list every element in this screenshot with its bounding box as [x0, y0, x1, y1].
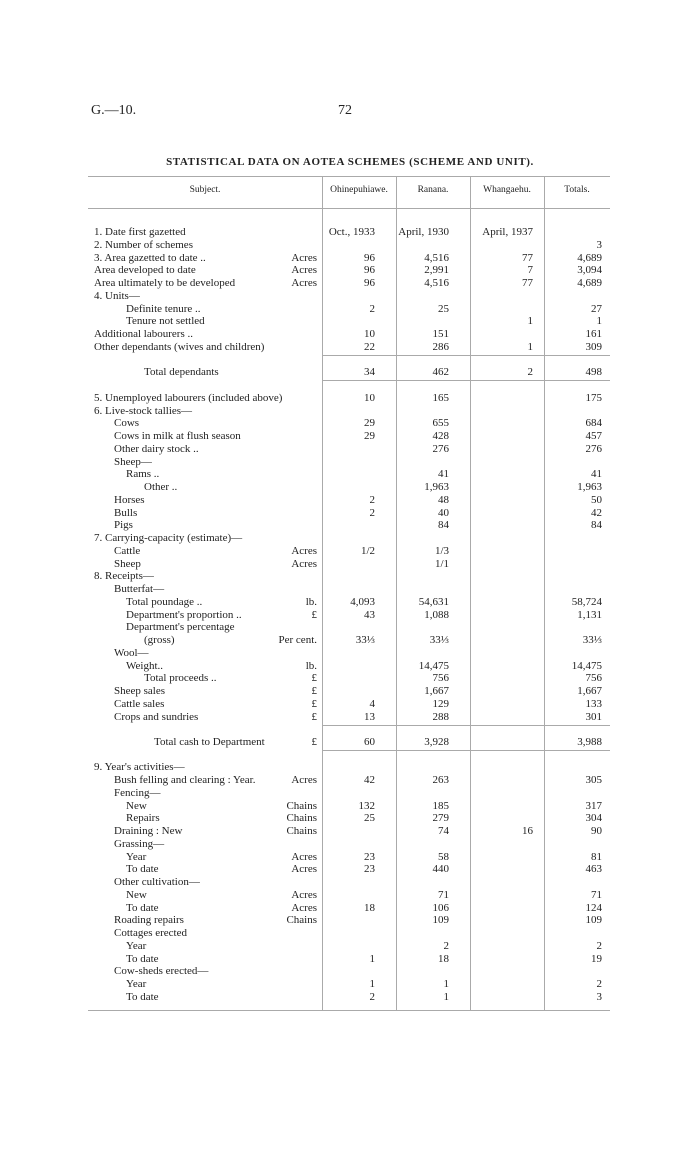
table-row — [0, 328, 700, 341]
table-rule-bottom — [88, 1010, 610, 1011]
cell-ohinepuhiawe: 96 — [364, 277, 375, 289]
cell-ohinepuhiawe: 60 — [364, 736, 375, 748]
row-label: Total poundage .. — [126, 596, 203, 608]
row-label: Tenure not settled — [126, 315, 205, 327]
cell-ranana: 288 — [432, 711, 449, 723]
table-row — [0, 264, 700, 277]
table-row — [0, 430, 700, 443]
cell-ranana: 1 — [443, 978, 449, 990]
cell-total: 41 — [591, 468, 602, 480]
cell-ohinepuhiawe: 96 — [364, 264, 375, 276]
cell-ranana: 1/3 — [434, 545, 449, 557]
cell-ohinepuhiawe: 2 — [369, 507, 375, 519]
row-unit: £ — [311, 711, 317, 723]
cell-ohinepuhiawe: 96 — [364, 252, 375, 264]
cell-ranana: 109 — [432, 914, 449, 926]
row-unit: Acres — [291, 252, 317, 264]
cell-ohinepuhiawe: 25 — [364, 812, 375, 824]
cell-total: 276 — [585, 443, 602, 455]
cell-total: 81 — [591, 851, 602, 863]
cell-ranana: 25 — [438, 303, 449, 315]
row-label: Cows in milk at flush season — [114, 430, 241, 442]
table-row — [0, 698, 700, 711]
cell-ranana: 185 — [432, 800, 449, 812]
table-row — [0, 277, 700, 290]
page-ref: G.—10. — [91, 103, 137, 118]
table-row — [0, 774, 700, 787]
table-row — [0, 812, 700, 825]
row-label: Total cash to Department — [154, 736, 265, 748]
row-label: Pigs — [114, 519, 133, 531]
table-row — [0, 672, 700, 685]
row-label: Draining : New — [114, 825, 183, 837]
row-label: 3. Area gazetted to date .. — [94, 252, 206, 264]
row-label: Cattle sales — [114, 698, 165, 710]
cell-total: 317 — [585, 800, 602, 812]
cell-ranana: 151 — [432, 328, 449, 340]
cell-whangaehu: 16 — [522, 825, 533, 837]
table-row — [0, 736, 700, 749]
cell-total: 4,689 — [577, 252, 602, 264]
cell-ranana: 1,963 — [424, 481, 449, 493]
row-unit: Chains — [286, 812, 317, 824]
column-header-ohinepuhiawe: Ohinepuhiawe. — [330, 185, 388, 195]
table-row — [0, 545, 700, 558]
row-unit: Acres — [291, 863, 317, 875]
table-row — [0, 532, 700, 545]
table-row — [0, 341, 700, 354]
row-unit: £ — [311, 609, 317, 621]
table-row — [0, 519, 700, 532]
row-label: Total dependants — [144, 366, 219, 378]
row-label: To date — [126, 863, 159, 875]
table-row — [0, 392, 700, 405]
cell-ranana: 84 — [438, 519, 449, 531]
row-unit: Chains — [286, 914, 317, 926]
cell-whangaehu: 7 — [527, 264, 533, 276]
row-label: To date — [126, 991, 159, 1003]
row-unit: Acres — [291, 277, 317, 289]
table-row — [0, 711, 700, 724]
row-label: To date — [126, 953, 159, 965]
row-label: Weight.. — [126, 660, 163, 672]
total-rule — [322, 725, 610, 726]
table-row — [0, 927, 700, 940]
cell-ranana: 2,991 — [424, 264, 449, 276]
cell-total: 90 — [591, 825, 602, 837]
cell-ohinepuhiawe: 1 — [369, 953, 375, 965]
row-unit: lb. — [305, 596, 317, 608]
row-unit: Chains — [286, 825, 317, 837]
table-row — [0, 647, 700, 660]
cell-total: 457 — [585, 430, 602, 442]
table-row — [0, 787, 700, 800]
table-row — [0, 481, 700, 494]
row-label: Other cultivation— — [114, 876, 200, 888]
row-label: Cows — [114, 417, 140, 429]
cell-ranana: 48 — [438, 494, 449, 506]
row-label: Bush felling and clearing : Year. — [114, 774, 256, 786]
row-unit: Per cent. — [278, 634, 317, 646]
row-unit: Acres — [291, 902, 317, 914]
cell-ohinepuhiawe: 29 — [364, 417, 375, 429]
row-label: Sheep — [114, 558, 141, 570]
cell-ranana: 4,516 — [424, 277, 449, 289]
cell-ranana: April, 1930 — [398, 226, 449, 238]
cell-whangaehu: 2 — [527, 366, 533, 378]
column-header-ranana: Ranana. — [417, 185, 449, 195]
row-unit: £ — [311, 698, 317, 710]
cell-ohinepuhiawe: 23 — [364, 851, 375, 863]
cell-ranana: 74 — [438, 825, 449, 837]
cell-ranana: 462 — [432, 366, 449, 378]
cell-total: 109 — [585, 914, 602, 926]
cell-total: 3,988 — [577, 736, 602, 748]
cell-ranana: 71 — [438, 889, 449, 901]
row-unit: £ — [311, 685, 317, 697]
cell-total: 304 — [585, 812, 602, 824]
table-row — [0, 570, 700, 583]
cell-ranana: 106 — [432, 902, 449, 914]
cell-total: 3,094 — [577, 264, 602, 276]
cell-ohinepuhiawe: 4 — [369, 698, 375, 710]
cell-ranana: 58 — [438, 851, 449, 863]
row-label: Other dairy stock .. — [114, 443, 199, 455]
row-label: 6. Live-stock tallies— — [94, 405, 193, 417]
row-label: 4. Units— — [94, 290, 140, 302]
table-row — [0, 417, 700, 430]
table-row — [0, 876, 700, 889]
table-row — [0, 978, 700, 991]
cell-total: 84 — [591, 519, 602, 531]
row-label: 5. Unemployed labourers (included above) — [94, 392, 283, 404]
cell-ohinepuhiawe: 23 — [364, 863, 375, 875]
row-label: Bulls — [114, 507, 138, 519]
cell-ranana: 41 — [438, 468, 449, 480]
cell-ohinepuhiawe: 33⅓ — [355, 634, 375, 646]
column-header-subject: Subject. — [189, 185, 221, 195]
page-number: 72 — [338, 103, 352, 118]
row-label: Definite tenure .. — [126, 303, 201, 315]
cell-total: 3 — [596, 239, 602, 251]
total-rule — [322, 355, 610, 356]
row-unit: Acres — [291, 774, 317, 786]
cell-ohinepuhiawe: 13 — [364, 711, 375, 723]
cell-total: 1 — [596, 315, 602, 327]
table-row — [0, 596, 700, 609]
cell-total: 175 — [585, 392, 602, 404]
cell-ranana: 4,516 — [424, 252, 449, 264]
cell-ohinepuhiawe: 2 — [369, 303, 375, 315]
row-label: New — [126, 889, 147, 901]
table-row — [0, 825, 700, 838]
row-unit: £ — [311, 672, 317, 684]
cell-total: 463 — [585, 863, 602, 875]
cell-ranana: 3,928 — [424, 736, 449, 748]
cell-ohinepuhiawe: 18 — [364, 902, 375, 914]
cell-total: 161 — [585, 328, 602, 340]
row-label: Rams .. — [126, 468, 160, 480]
cell-total: 58,724 — [571, 596, 602, 608]
cell-ranana: 440 — [432, 863, 449, 875]
row-label: To date — [126, 902, 159, 914]
cell-ranana: 14,475 — [418, 660, 449, 672]
row-label: Horses — [114, 494, 145, 506]
total-rule — [322, 750, 610, 751]
cell-ranana: 1 — [443, 991, 449, 1003]
table-row — [0, 914, 700, 927]
cell-ranana: 286 — [432, 341, 449, 353]
cell-total: 1,963 — [577, 481, 602, 493]
cell-total: 756 — [585, 672, 602, 684]
table-row — [0, 965, 700, 978]
total-rule — [322, 380, 610, 381]
cell-whangaehu: 77 — [522, 277, 533, 289]
row-unit: Acres — [291, 264, 317, 276]
table-row — [0, 494, 700, 507]
row-label: Year — [126, 978, 147, 990]
row-label: Cottages erected — [114, 927, 187, 939]
cell-total: 14,475 — [571, 660, 602, 672]
cell-ohinepuhiawe: 10 — [364, 328, 375, 340]
row-label: Year — [126, 851, 147, 863]
row-label: Cattle — [114, 545, 141, 557]
cell-total: 498 — [585, 366, 602, 378]
row-label: Department's proportion .. — [126, 609, 242, 621]
cell-ranana: 655 — [432, 417, 449, 429]
row-label: Sheep— — [114, 456, 152, 468]
cell-total: 1,667 — [577, 685, 602, 697]
cell-ohinepuhiawe: 2 — [369, 991, 375, 1003]
row-label: 1. Date first gazetted — [94, 226, 186, 238]
cell-total: 684 — [585, 417, 602, 429]
table-row — [0, 315, 700, 328]
cell-ohinepuhiawe: 132 — [358, 800, 375, 812]
row-label: Area ultimately to be developed — [94, 277, 236, 289]
row-label: Year — [126, 940, 147, 952]
row-label: Sheep sales — [114, 685, 166, 697]
table-row — [0, 290, 700, 303]
cell-total: 305 — [585, 774, 602, 786]
row-label: 8. Receipts— — [94, 570, 154, 582]
row-label: Crops and sundries — [114, 711, 199, 723]
table-rule-header — [88, 208, 610, 209]
row-unit: Acres — [291, 851, 317, 863]
table-row — [0, 634, 700, 647]
cell-ranana: 54,631 — [418, 596, 449, 608]
cell-ohinepuhiawe: Oct., 1933 — [328, 226, 375, 238]
cell-whangaehu: 77 — [522, 252, 533, 264]
cell-total: 19 — [591, 953, 602, 965]
cell-total: 42 — [591, 507, 602, 519]
cell-ranana: 263 — [432, 774, 449, 786]
table-row — [0, 621, 700, 634]
row-label: Other .. — [144, 481, 178, 493]
row-label: Grassing— — [114, 838, 165, 850]
row-label: Additional labourers .. — [94, 328, 193, 340]
row-label: Cow-sheds erected— — [114, 965, 209, 977]
cell-ohinepuhiawe: 22 — [364, 341, 375, 353]
row-unit: £ — [311, 736, 317, 748]
row-label: Total proceeds .. — [144, 672, 217, 684]
column-header-whangaehu: Whangaehu. — [483, 185, 531, 195]
cell-total: 71 — [591, 889, 602, 901]
cell-ranana: 1,667 — [424, 685, 449, 697]
cell-ranana: 18 — [438, 953, 449, 965]
cell-total: 309 — [585, 341, 602, 353]
column-header-totals: Totals. — [564, 185, 590, 195]
cell-whangaehu: 1 — [527, 341, 533, 353]
cell-ohinepuhiawe: 4,093 — [350, 596, 375, 608]
cell-total: 33⅓ — [582, 634, 602, 646]
cell-total: 301 — [585, 711, 602, 723]
row-unit: Acres — [291, 558, 317, 570]
table-row — [0, 366, 700, 379]
cell-ohinepuhiawe: 1 — [369, 978, 375, 990]
table-row — [0, 685, 700, 698]
row-label: 7. Carrying-capacity (estimate)— — [94, 532, 243, 544]
table-row — [0, 889, 700, 902]
cell-ranana: 428 — [432, 430, 449, 442]
cell-total: 1,131 — [577, 609, 602, 621]
table-row — [0, 940, 700, 953]
table-row — [0, 443, 700, 456]
table-row — [0, 583, 700, 596]
table-row — [0, 991, 700, 1004]
cell-whangaehu: 1 — [527, 315, 533, 327]
row-label: Repairs — [126, 812, 160, 824]
table-row — [0, 863, 700, 876]
row-unit: lb. — [305, 660, 317, 672]
table-rule-top — [88, 176, 610, 177]
row-label: Butterfat— — [114, 583, 165, 595]
table-row — [0, 226, 700, 239]
cell-total: 27 — [591, 303, 602, 315]
cell-whangaehu: April, 1937 — [482, 226, 533, 238]
cell-ohinepuhiawe: 1/2 — [360, 545, 375, 557]
cell-ohinepuhiawe: 29 — [364, 430, 375, 442]
cell-ranana: 756 — [432, 672, 449, 684]
row-label: Area developed to date — [94, 264, 196, 276]
cell-ranana: 276 — [432, 443, 449, 455]
cell-ohinepuhiawe: 43 — [364, 609, 375, 621]
row-label: (gross) — [144, 634, 175, 646]
cell-ranana: 33⅓ — [429, 634, 449, 646]
cell-ranana: 279 — [432, 812, 449, 824]
cell-ranana: 40 — [438, 507, 449, 519]
row-unit: Chains — [286, 800, 317, 812]
cell-total: 2 — [596, 940, 602, 952]
cell-total: 2 — [596, 978, 602, 990]
table-row — [0, 239, 700, 252]
cell-ohinepuhiawe: 34 — [364, 366, 375, 378]
row-label: Fencing— — [114, 787, 161, 799]
row-label: Wool— — [114, 647, 149, 659]
row-label: New — [126, 800, 147, 812]
cell-total: 50 — [591, 494, 602, 506]
cell-ranana: 2 — [443, 940, 449, 952]
cell-ohinepuhiawe: 10 — [364, 392, 375, 404]
cell-total: 3 — [596, 991, 602, 1003]
cell-ranana: 1,088 — [424, 609, 449, 621]
row-label: Department's percentage — [126, 621, 235, 633]
cell-total: 133 — [585, 698, 602, 710]
cell-total: 124 — [585, 902, 602, 914]
cell-ranana: 1/1 — [434, 558, 449, 570]
document-title: STATISTICAL DATA ON AOTEA SCHEMES (SCHEME AND UNIT). — [166, 156, 534, 168]
row-label: 2. Number of schemes — [94, 239, 193, 251]
cell-ohinepuhiawe: 42 — [364, 774, 375, 786]
row-label: Other dependants (wives and children) — [94, 341, 265, 353]
row-label: 9. Year's activities— — [94, 761, 185, 773]
row-unit: Acres — [291, 545, 317, 557]
row-unit: Acres — [291, 889, 317, 901]
table-row — [0, 838, 700, 851]
cell-ranana: 129 — [432, 698, 449, 710]
cell-ranana: 165 — [432, 392, 449, 404]
cell-ohinepuhiawe: 2 — [369, 494, 375, 506]
row-label: Roading repairs — [114, 914, 184, 926]
table-row — [0, 761, 700, 774]
cell-total: 4,689 — [577, 277, 602, 289]
table-row — [0, 468, 700, 481]
